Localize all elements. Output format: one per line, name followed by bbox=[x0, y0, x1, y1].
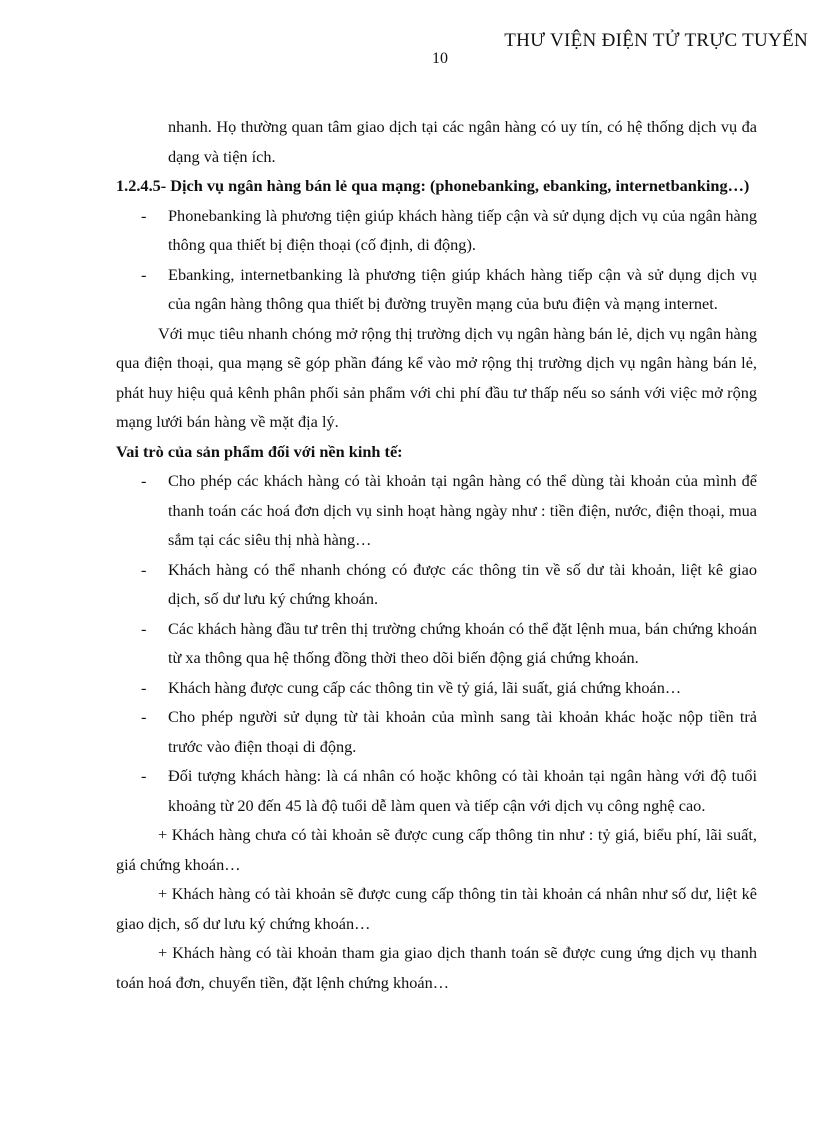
dash-marker: - bbox=[141, 264, 147, 284]
page-number: 10 bbox=[432, 50, 448, 67]
dash-marker: - bbox=[141, 677, 147, 697]
plus-item: + Khách hàng chưa có tài khoản sẽ được cung cấp thông tin như : tỷ giá, biểu phí, lãi suất, giá chứng khoán… bbox=[116, 825, 757, 874]
list-item-text: Phonebanking là phương tiện giúp khách hàng tiếp cận và sử dụng dịch vụ của ngân hàng thông qua thiết bị điện thoại (cố định, di động). bbox=[168, 205, 757, 254]
dash-marker: - bbox=[141, 707, 147, 726]
role-bullet-list bbox=[116, 466, 757, 820]
section-bullet-list bbox=[116, 201, 757, 319]
list-item bbox=[116, 614, 757, 673]
role-heading: Vai trò của sản phẩm đối với nền kinh tế: bbox=[116, 441, 403, 461]
list-item-text: Ebanking, internetbanking là phương tiện giúp khách hàng tiếp cận và sử dụng dịch vụ của ngân hàng thông qua thiết bị đường truyền mạng của bưu điện và mạng internet. bbox=[168, 264, 757, 313]
list-item bbox=[116, 673, 757, 703]
list-item-text: Cho phép người sử dụng từ tài khoản của mình sang tài khoản khác hoặc nộp tiền trả trước vào điện thoại di động. bbox=[168, 707, 757, 756]
list-item bbox=[116, 702, 757, 761]
dash-marker: - bbox=[141, 766, 147, 785]
list-item-text: Khách hàng được cung cấp các thông tin về tỷ giá, lãi suất, giá chứng khoán… bbox=[168, 677, 682, 697]
list-item bbox=[116, 260, 757, 319]
list-item-text: Đối tượng khách hàng: là cá nhân có hoặc không có tài khoản tại ngân hàng với độ tuổi khoảng từ 20 đến 45 là độ tuổi dễ làm quen và tiếp cận với dịch vụ công nghệ cao. bbox=[168, 766, 757, 815]
document-body bbox=[116, 112, 757, 997]
plus-item: + Khách hàng có tài khoản sẽ được cung cấp thông tin tài khoản cá nhân như số dư, liệt kê giao dịch, số dư lưu ký chứng khoán… bbox=[116, 884, 757, 933]
dash-marker: - bbox=[141, 471, 147, 490]
dash-marker: - bbox=[141, 205, 147, 225]
intro-continuation: nhanh. Họ thường quan tâm giao dịch tại các ngân hàng có uy tín, có hệ thống dịch vụ đa dạng và tiện ích. bbox=[168, 117, 757, 166]
body-paragraph: Với mục tiêu nhanh chóng mở rộng thị trường dịch vụ ngân hàng bán lẻ, dịch vụ ngân hàng qua điện thoại, qua mạng sẽ góp phần đáng kể vào mở rộng thị trường dịch vụ ngân hàng bán lẻ, phát huy hiệu quả kênh phân phối sản phẩm với chi phí đầu tư thấp nếu so sánh với việc mở rộng mạng lưới bán hàng về mặt địa lý. bbox=[116, 323, 757, 431]
plus-item: + Khách hàng có tài khoản tham gia giao dịch thanh toán sẽ được cung ứng dịch vụ thanh toán hoá đơn, chuyển tiền, đặt lệnh chứng khoán… bbox=[116, 943, 757, 992]
library-watermark: THƯ VIỆN ĐIỆN TỬ TRỰC TUYẾN bbox=[504, 30, 808, 51]
dash-marker: - bbox=[141, 559, 147, 579]
list-item bbox=[116, 201, 757, 260]
section-heading: 1.2.4.5- Dịch vụ ngân hàng bán lẻ qua mạng: (phonebanking, ebanking, internetbanking…) bbox=[116, 176, 750, 195]
list-item bbox=[116, 761, 757, 820]
list-item-text: Khách hàng có thể nhanh chóng có được các thông tin về số dư tài khoản, liệt kê giao dịch, số dư lưu ký chứng khoán. bbox=[168, 559, 757, 608]
list-item bbox=[116, 555, 757, 614]
list-item-text: Các khách hàng đầu tư trên thị trường chứng khoán có thể đặt lệnh mua, bán chứng khoán từ xa thông qua hệ thống đồng thời theo dõi biến động giá chứng khoán. bbox=[168, 618, 757, 667]
dash-marker: - bbox=[141, 618, 147, 638]
list-item bbox=[116, 466, 757, 555]
list-item-text: Cho phép các khách hàng có tài khoản tại ngân hàng có thể dùng tài khoản của mình để thanh toán các hoá đơn dịch vụ sinh hoạt hàng ngày như : tiền điện, nước, điện thoại, mua sắm tại các siêu thị nhà hàng… bbox=[168, 471, 757, 549]
